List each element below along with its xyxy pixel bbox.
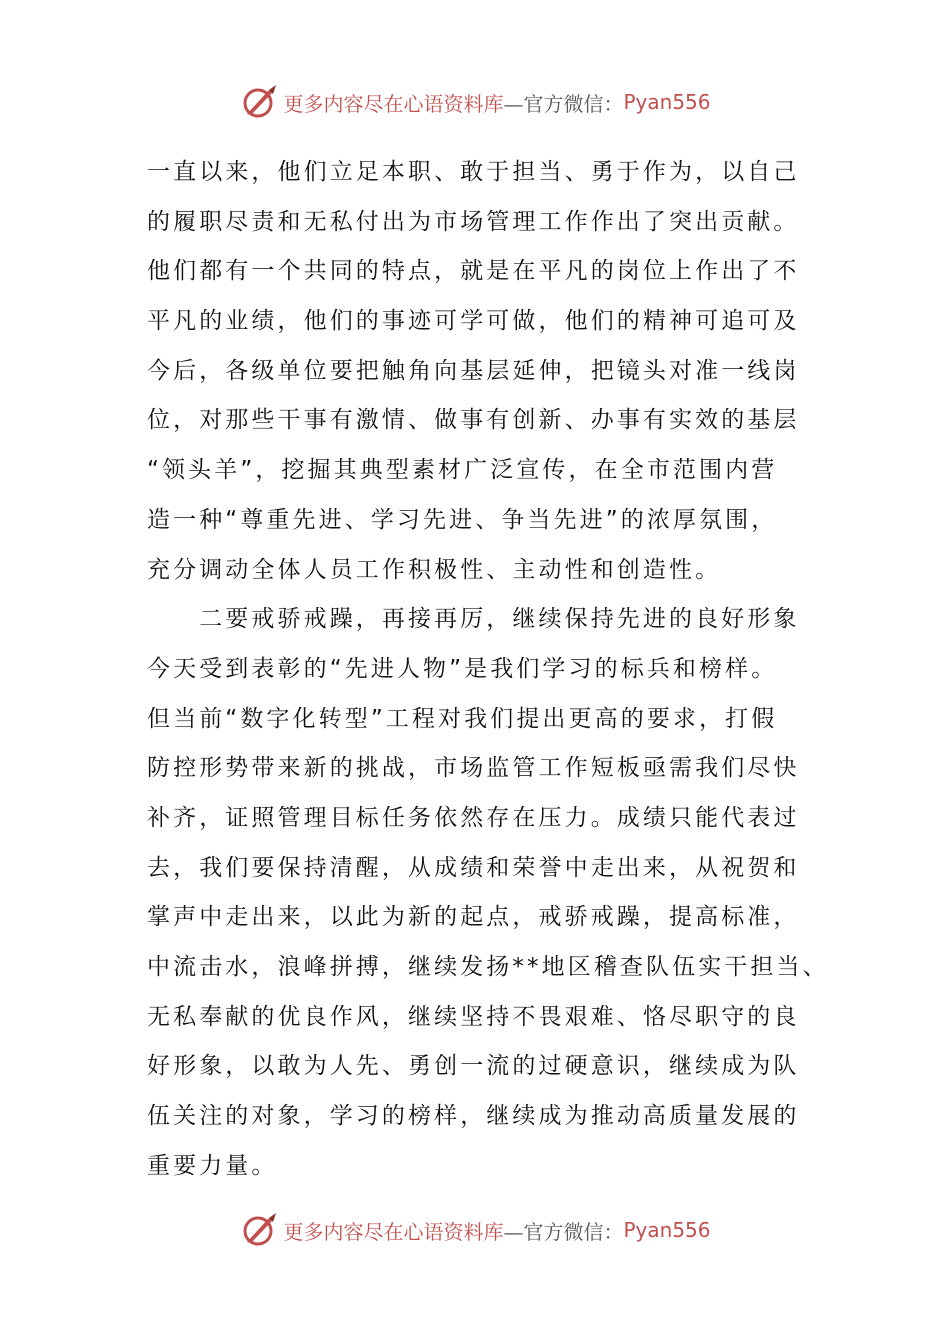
body-line: 去，我们要保持清醒，从成绩和荣誉中走出来，从祝贺和 <box>147 854 800 881</box>
body-line: 重要力量。 <box>147 1152 278 1179</box>
body-line: 二要戒骄戒躁，再接再厉，继续保持先进的良好形象 <box>147 606 800 633</box>
body-line: 的履职尽责和无私付出为市场管理工作作出了突出贡献。 <box>147 208 800 235</box>
body-line: “领头羊”，挖掘其典型素材广泛宣传，在全市范围内营 <box>147 457 778 484</box>
body-line: 一直以来，他们立足本职、敢于担当、勇于作为，以自己 <box>147 159 800 185</box>
body-line: 今天受到表彰的“先进人物”是我们学习的标兵和榜样。 <box>147 655 778 682</box>
body-line: 中流击水，浪峰拼搏，继续发扬**地区稽查队伍实干担当、 <box>147 954 829 980</box>
header-watermark <box>0 82 950 122</box>
body-line: 造一种“尊重先进、学习先进、争当先进”的浓厚氛围， <box>147 506 778 533</box>
footer-wechat-id: Pyan556 <box>623 1218 711 1242</box>
header-wechat-label: —官方微信： <box>503 91 624 116</box>
body-line: 他们都有一个共同的特点，就是在平凡的岗位上作出了不 <box>147 258 800 285</box>
body-line: 平凡的业绩，他们的事迹可学可做，他们的精神可追可及 <box>147 308 800 335</box>
body-line: 补齐，证照管理目标任务依然存在压力。成绩只能代表过 <box>147 804 800 831</box>
header-wechat-id: Pyan556 <box>623 90 711 114</box>
body-line: 但当前“数字化转型”工程对我们提出更高的要求，打假 <box>147 705 778 732</box>
header-site-name: 更多内容尽在心语资料库 <box>283 91 504 116</box>
quill-logo-icon <box>239 82 279 122</box>
body-line: 防控形势带来新的挑战，市场监管工作短板亟需我们尽快 <box>147 755 800 782</box>
body-line: 伍关注的对象，学习的榜样，继续成为推动高质量发展的 <box>147 1103 800 1130</box>
document-body <box>147 148 829 1191</box>
body-line: 掌声中走出来，以此为新的起点，戒骄戒躁，提高标准， <box>147 904 800 931</box>
footer-watermark <box>0 1210 950 1250</box>
body-line: 位，对那些干事有激情、做事有创新、办事有实效的基层 <box>147 407 800 434</box>
body-line: 好形象，以敢为人先、勇创一流的过硬意识，继续成为队 <box>147 1053 800 1080</box>
body-line: 无私奉献的优良作风，继续坚持不畏艰难、恪尽职守的良 <box>147 1003 800 1030</box>
quill-logo-icon <box>239 1210 279 1250</box>
body-line: 今后，各级单位要把触角向基层延伸，把镜头对准一线岗 <box>147 357 800 384</box>
footer-site-name: 更多内容尽在心语资料库 <box>283 1219 504 1244</box>
footer-wechat-label: —官方微信： <box>503 1219 624 1244</box>
body-line: 充分调动全体人员工作积极性、主动性和创造性。 <box>147 556 722 583</box>
